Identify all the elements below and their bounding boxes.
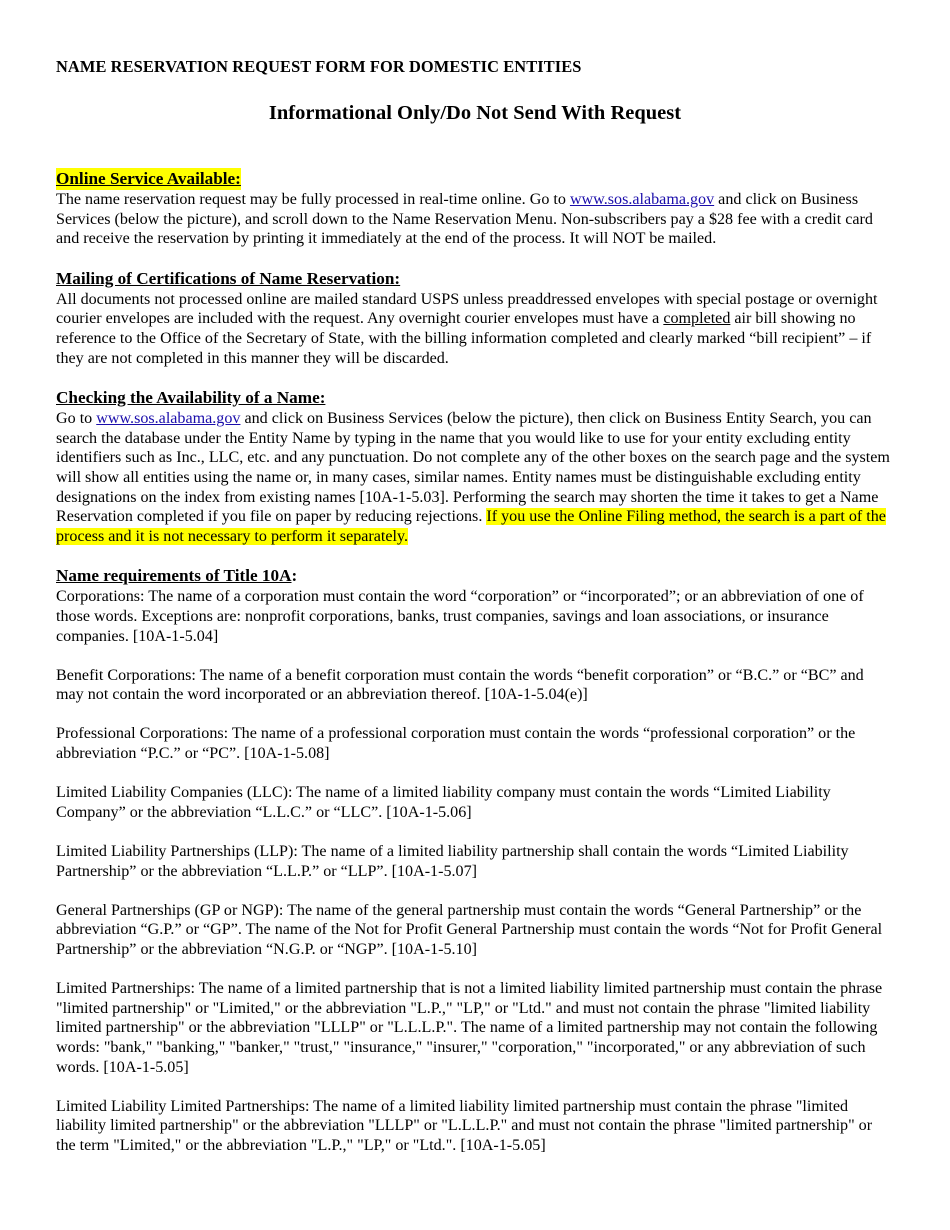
form-title: NAME RESERVATION REQUEST FORM FOR DOMESTIC ENTITIES (56, 57, 582, 76)
requirements-heading: Name requirements of Title 10A (56, 566, 292, 586)
availability-text-part: and click on Business Services (below the picture), then click on Business Entity Search, you can search the database under the Entity Name by typing in the name that you would like to use for your entity excluding entity identifiers such as Inc., LLC, etc. and any punctuation. Do not complete any of the other boxes on the search page and the system will show all entities using the name or, in many cases, similar names. Entity names must be distinguishable excluding entity designations on the index from existing names [10A-1-5.03]. Performing the search may shorten the time it takes to get a Name Reservation completed if you file on paper by reducing rejections. (56, 410, 890, 526)
requirement-benefit-corporations: Benefit Corporations: The name of a benefit corporation must contain the words “benefit corporation” or “B.C.” or “BC” and may not contain the word incorporated or an abbreviation thereof. [10A-1-5.04(e)] (56, 666, 864, 704)
mailing-section (56, 268, 894, 368)
availability-heading: Checking the Availability of a Name: (56, 388, 326, 408)
sos-website-link[interactable]: www.sos.alabama.gov (96, 410, 241, 428)
availability-text (56, 409, 894, 546)
online-service-text (56, 190, 894, 249)
requirement-lllp: Limited Liability Limited Partnerships: The name of a limited liability limited partnership must contain the phrase "limited liability limited partnership" or the abbreviation "LLLP" or "L.L.L.P." and must not contain the phrase "limited partnership" or the term "Limited," or the abbreviation "L.P.," "LP," or "Ltd.". [10A-1-5.05] (56, 1097, 873, 1154)
online-service-text-part: and click on Business Services (below the picture), and scroll down to the Name Reservation Menu. Non-subscribers pay a $28 fee with a credit card and receive the reservation by printing it immediately at the end of the process. It will NOT be mailed. (56, 191, 873, 248)
sos-website-link[interactable]: www.sos.alabama.gov (569, 191, 715, 208)
availability-text-part: Go to (56, 410, 97, 428)
requirement-professional-corporations: Professional Corporations: The name of a professional corporation must contain the words “professional corporation” or the abbreviation “P.C.” or “PC”. [10A-1-5.08] (56, 725, 856, 763)
mailing-text (56, 290, 894, 368)
requirement-llp: Limited Liability Partnerships (LLP): The name of a limited liability partnership shall contain the words “Limited Liability Partnership” or the abbreviation “L.L.P.” or “LLP”. [10A-1-5.07] (56, 843, 849, 880)
mailing-text-part: All documents not processed online are mailed standard USPS unless preaddressed envelopes with special postage or overnight courier envelopes are included with the request. Any overnight courier envelopes must have a (56, 290, 878, 328)
mailing-heading: Mailing of Certifications of Name Reservation: (56, 268, 401, 288)
mailing-text-part: air bill showing no reference to the Office of the Secretary of State, with the billing information completed and clearly marked “bill recipient” – if they are not completed in this manner they will be discarded. (56, 310, 872, 367)
requirement-corporations: Corporations: The name of a corporation must contain the word “corporation” or “incorporated”; or an abbreviation of one of those words. Exceptions are: nonprofit corporations, banks, trust companies, savings and loan associations, or insurance companies. [10A-1-5.04] (56, 588, 864, 645)
availability-section (56, 387, 894, 546)
requirement-llc: Limited Liability Companies (LLC): The name of a limited liability company must contain the words “Limited Liability Company” or the abbreviation “L.L.C.” or “LLC”. [10A-1-5.06] (56, 784, 831, 821)
requirements-heading-line (56, 565, 894, 587)
online-filing-highlight: If you use the Online Filing method, the search is a part of the process and it is not necessary to perform it separately. (56, 508, 886, 545)
online-service-text-part: The name reservation request may be fully processed in real-time online. Go to (56, 191, 570, 208)
document-body (56, 168, 894, 1175)
requirements-heading-colon: : (291, 566, 298, 586)
requirement-limited-partnerships: Limited Partnerships: The name of a limited partnership that is not a limited liability limited partnership must contain the phrase "limited partnership" or "Limited," or the abbreviation "L.P.," "LP," or "Ltd." and must not contain the phrase "limited liability limited partnership" or the abbreviation "LLLP" or "L.L.L.P.". The name of a limited partnership may not contain the following words: "bank," "banking," "banker," "trust," "insurance," "insurer," "corporation," "incorporated," or any abbreviation of such words. [10A-1-5.05] (56, 980, 883, 1076)
page-subtitle: Informational Only/Do Not Send With Request (268, 102, 682, 124)
online-service-heading: Online Service Available: (56, 169, 241, 188)
requirements-section (56, 565, 894, 1155)
online-service-section (56, 168, 894, 249)
requirement-general-partnerships: General Partnerships (GP or NGP): The name of the general partnership must contain the words “General Partnership” or the abbreviation “G.P.” or “GP”. The name of the Not for Profit General Partnership must contain the words “Not for Profit General Partnership” or the abbreviation “N.G.P. or “NGP”. [10A-1-5.10] (56, 901, 883, 958)
completed-emphasis: completed (663, 310, 731, 328)
